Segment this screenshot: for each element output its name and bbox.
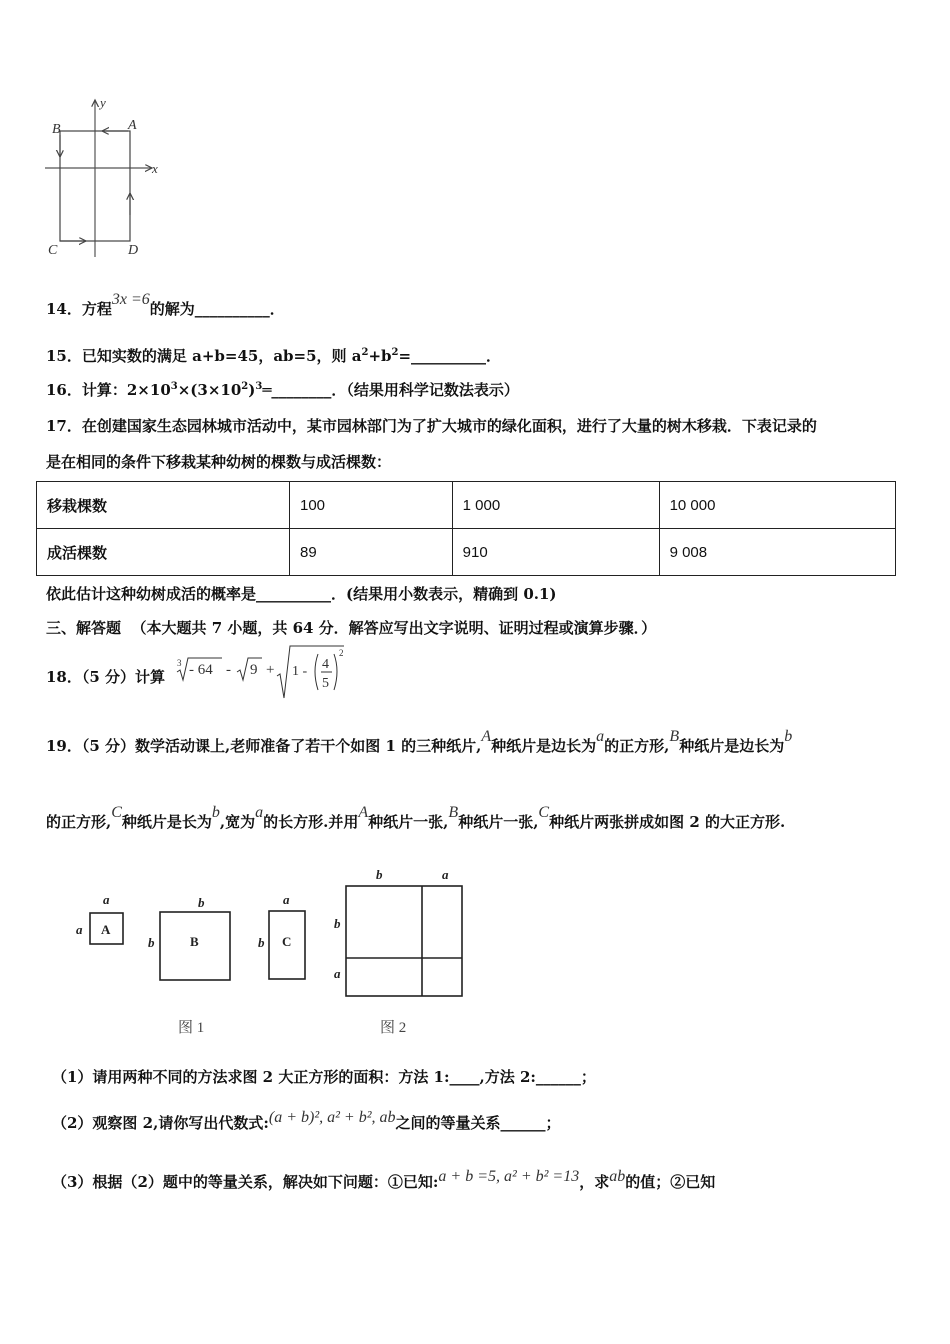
question-19-line1: 19．（5 分）数学活动课上,老师准备了若干个如图 1 的三种纸片,A种纸片是边长为a的正方形,B种纸片是边长为b [46, 728, 793, 755]
table-cell: 89 [290, 529, 453, 576]
svg-text:- 64: - 64 [189, 662, 213, 678]
label-B: B [52, 122, 61, 137]
table-row [37, 529, 896, 576]
svg-text:2: 2 [339, 648, 344, 658]
seedling-table [36, 481, 896, 576]
question-17-line1: 17．在创建国家生态园林城市活动中，某市园林部门为了扩大城市的绿化面积，进行了大量的树木移栽．下表记录的 [46, 417, 817, 435]
question-19-sub2: （2）观察图 2,请你写出代数式:(a + b)², a² + b², ab之间的等量关系______； [52, 1109, 561, 1132]
q18-expression [176, 644, 346, 702]
question-19-sub3: （3）根据（2）题中的等量关系，解决如下问题：①已知:a + b =5, a² + b² =13，求ab的值；②已知 [52, 1168, 716, 1191]
label-D: D [128, 243, 139, 258]
svg-text:b: b [376, 867, 383, 882]
question-17-line2: 是在相同的条件下移栽某种幼树的棵数与成活棵数： [46, 453, 392, 471]
svg-text:-: - [226, 662, 231, 678]
svg-text:b: b [198, 895, 205, 910]
svg-text:9: 9 [250, 662, 258, 678]
svg-text:4: 4 [322, 657, 329, 672]
svg-text:b: b [334, 916, 341, 931]
question-19-line2: 的正方形,C种纸片是长为b,宽为a的长方形.并用A种纸片一张,B种纸片一张,C种纸片两张拼成如图 2 的大正方形. [46, 804, 786, 831]
coordinate-graph [40, 95, 170, 265]
question-18-label: 18．（5 分）计算 [46, 668, 166, 686]
svg-text:a: a [76, 922, 83, 937]
svg-text:3: 3 [177, 658, 182, 668]
section-3-heading: 三、解答题 （本大题共 7 小题，共 64 分．解答应写出文字说明、证明过程或演算步骤．） [46, 619, 657, 637]
table-cell: 移栽棵数 [37, 482, 290, 529]
table-cell: 910 [452, 529, 659, 576]
question-19-sub1: （1）请用两种不同的方法求图 2 大正方形的面积：方法 1:____,方法 2:______； [52, 1068, 596, 1086]
svg-text:1 -: 1 - [292, 664, 308, 679]
svg-text:a: a [103, 892, 110, 907]
figure-2 [328, 866, 488, 1041]
question-15: 15．已知实数的满足 a+b=45，ab=5，则 $a^2+b^2=\_\_\_\_\_\_\_\_\_\_$． [46, 347, 502, 365]
svg-text:a: a [442, 867, 449, 882]
svg-text:a: a [283, 892, 290, 907]
svg-text:C: C [282, 934, 292, 949]
svg-text:5: 5 [322, 676, 329, 691]
table-cell: 100 [290, 482, 453, 529]
label-A: A [128, 118, 137, 133]
svg-text:B: B [190, 934, 199, 949]
label-x: x [152, 161, 158, 176]
q14-equation: 3x =6 [111, 291, 150, 308]
svg-text:b: b [258, 935, 265, 950]
svg-text:a: a [334, 966, 341, 981]
label-y: y [100, 95, 106, 110]
question-16: 16．计算：$2\times 10^3\times(3\times 10^2)^3═\_\_\_\_\_\_\_\_$．（结果用科学记数法表示） [46, 381, 519, 399]
table-cell: 1 000 [452, 482, 659, 529]
table-cell: 10 000 [659, 482, 895, 529]
svg-text:b: b [148, 935, 155, 950]
table-cell: 9 008 [659, 529, 895, 576]
svg-text:A: A [101, 922, 111, 937]
table-cell: 成活棵数 [37, 529, 290, 576]
question-14: 14．方程3x =6的解为__________． [46, 291, 285, 318]
svg-text:+: + [266, 662, 275, 678]
svg-text:图 2: 图 2 [380, 1020, 407, 1036]
svg-text:图 1: 图 1 [178, 1020, 205, 1036]
figure-1 [70, 890, 320, 1040]
question-17-after: 依此估计这种幼树成活的概率是__________．(结果用小数表示，精确到 0.1) [46, 585, 557, 603]
label-C: C [48, 243, 58, 258]
table-row [37, 482, 896, 529]
